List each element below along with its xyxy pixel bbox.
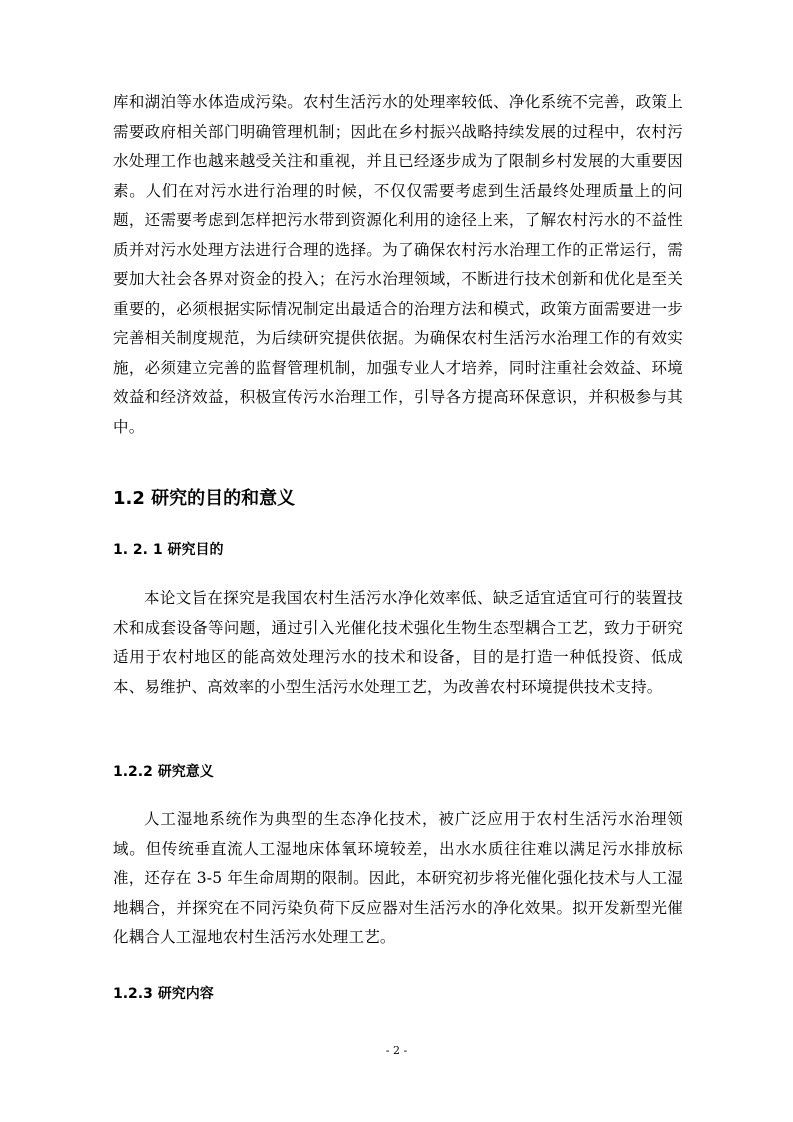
subsection-heading-research-significance: 1.2.2 研究意义 <box>113 764 214 780</box>
subsection-heading-research-purpose: 1. 2. 1 研究目的 <box>113 542 224 558</box>
subsection-heading-research-content: 1.2.3 研究内容 <box>113 986 214 1002</box>
paragraph-research-purpose: 本论文旨在探究是我国农村生活污水净化效率低、缺乏适宜适宜可行的装置技术和成套设备等问题，通过引入光催化技术强化生物生态型耦合工艺，致力于研究适用于农村地区的能高效处理污水的技术和设备，目的是打造一种低投资、低成本、易维护、高效率的小型生活污水处理工艺，为改善农村环境提供技术支持。 <box>113 589 683 696</box>
paragraph-research-significance: 人工湿地系统作为典型的生态净化技术，被广泛应用于农村生活污水治理领域。但传统垂直流人工湿地床体氧环境较差，出水水质往往难以满足污水排放标准，还存在 3-5 年生命周期的限制。因此，本研究初步将光催化强化技术与人工湿地耦合，并探究在不同污染负荷下反应器对生活污水的净化效果。拟开发新型光催化耦合人工湿地农村生活污水处理工艺。 <box>113 810 683 946</box>
paragraph-background: 库和湖泊等水体造成污染。农村生活污水的处理率较低、净化系统不完善，政策上需要政府相关部门明确管理机制；因此在乡村振兴战略持续发展的过程中，农村污水处理工作也越来越受关注和重视，并且已经逐步成为了限制乡村发展的大重要因素。人们在对污水进行治理的时候，不仅仅需要考虑到生活最终处理质量上的问题，还需要考虑到怎样把污水带到资源化利用的途径上来，了解农村污水的不益性质并对污水处理方法进行合理的选择。为了确保农村污水治理工作的正常运行，需要加大社会各界对资金的投入；在污水治理领域，不断进行技术创新和优化是至关重要的，必须根据实际情况制定出最适合的治理方法和模式，政策方面需要进一步完善相关制度规范，为后续研究提供依据。为确保农村生活污水治理工作的有效实施，必须建立完善的监督管理机制，加强专业人才培养，同时注重社会效益、环境效益和经济效益，积极宣传污水治理工作，引导各方提高环保意识，并积极参与其中。 <box>113 93 683 436</box>
page-number: - 2 - <box>385 1044 408 1057</box>
section-heading-research-purpose-significance: 1.2 研究的目的和意义 <box>113 488 296 509</box>
